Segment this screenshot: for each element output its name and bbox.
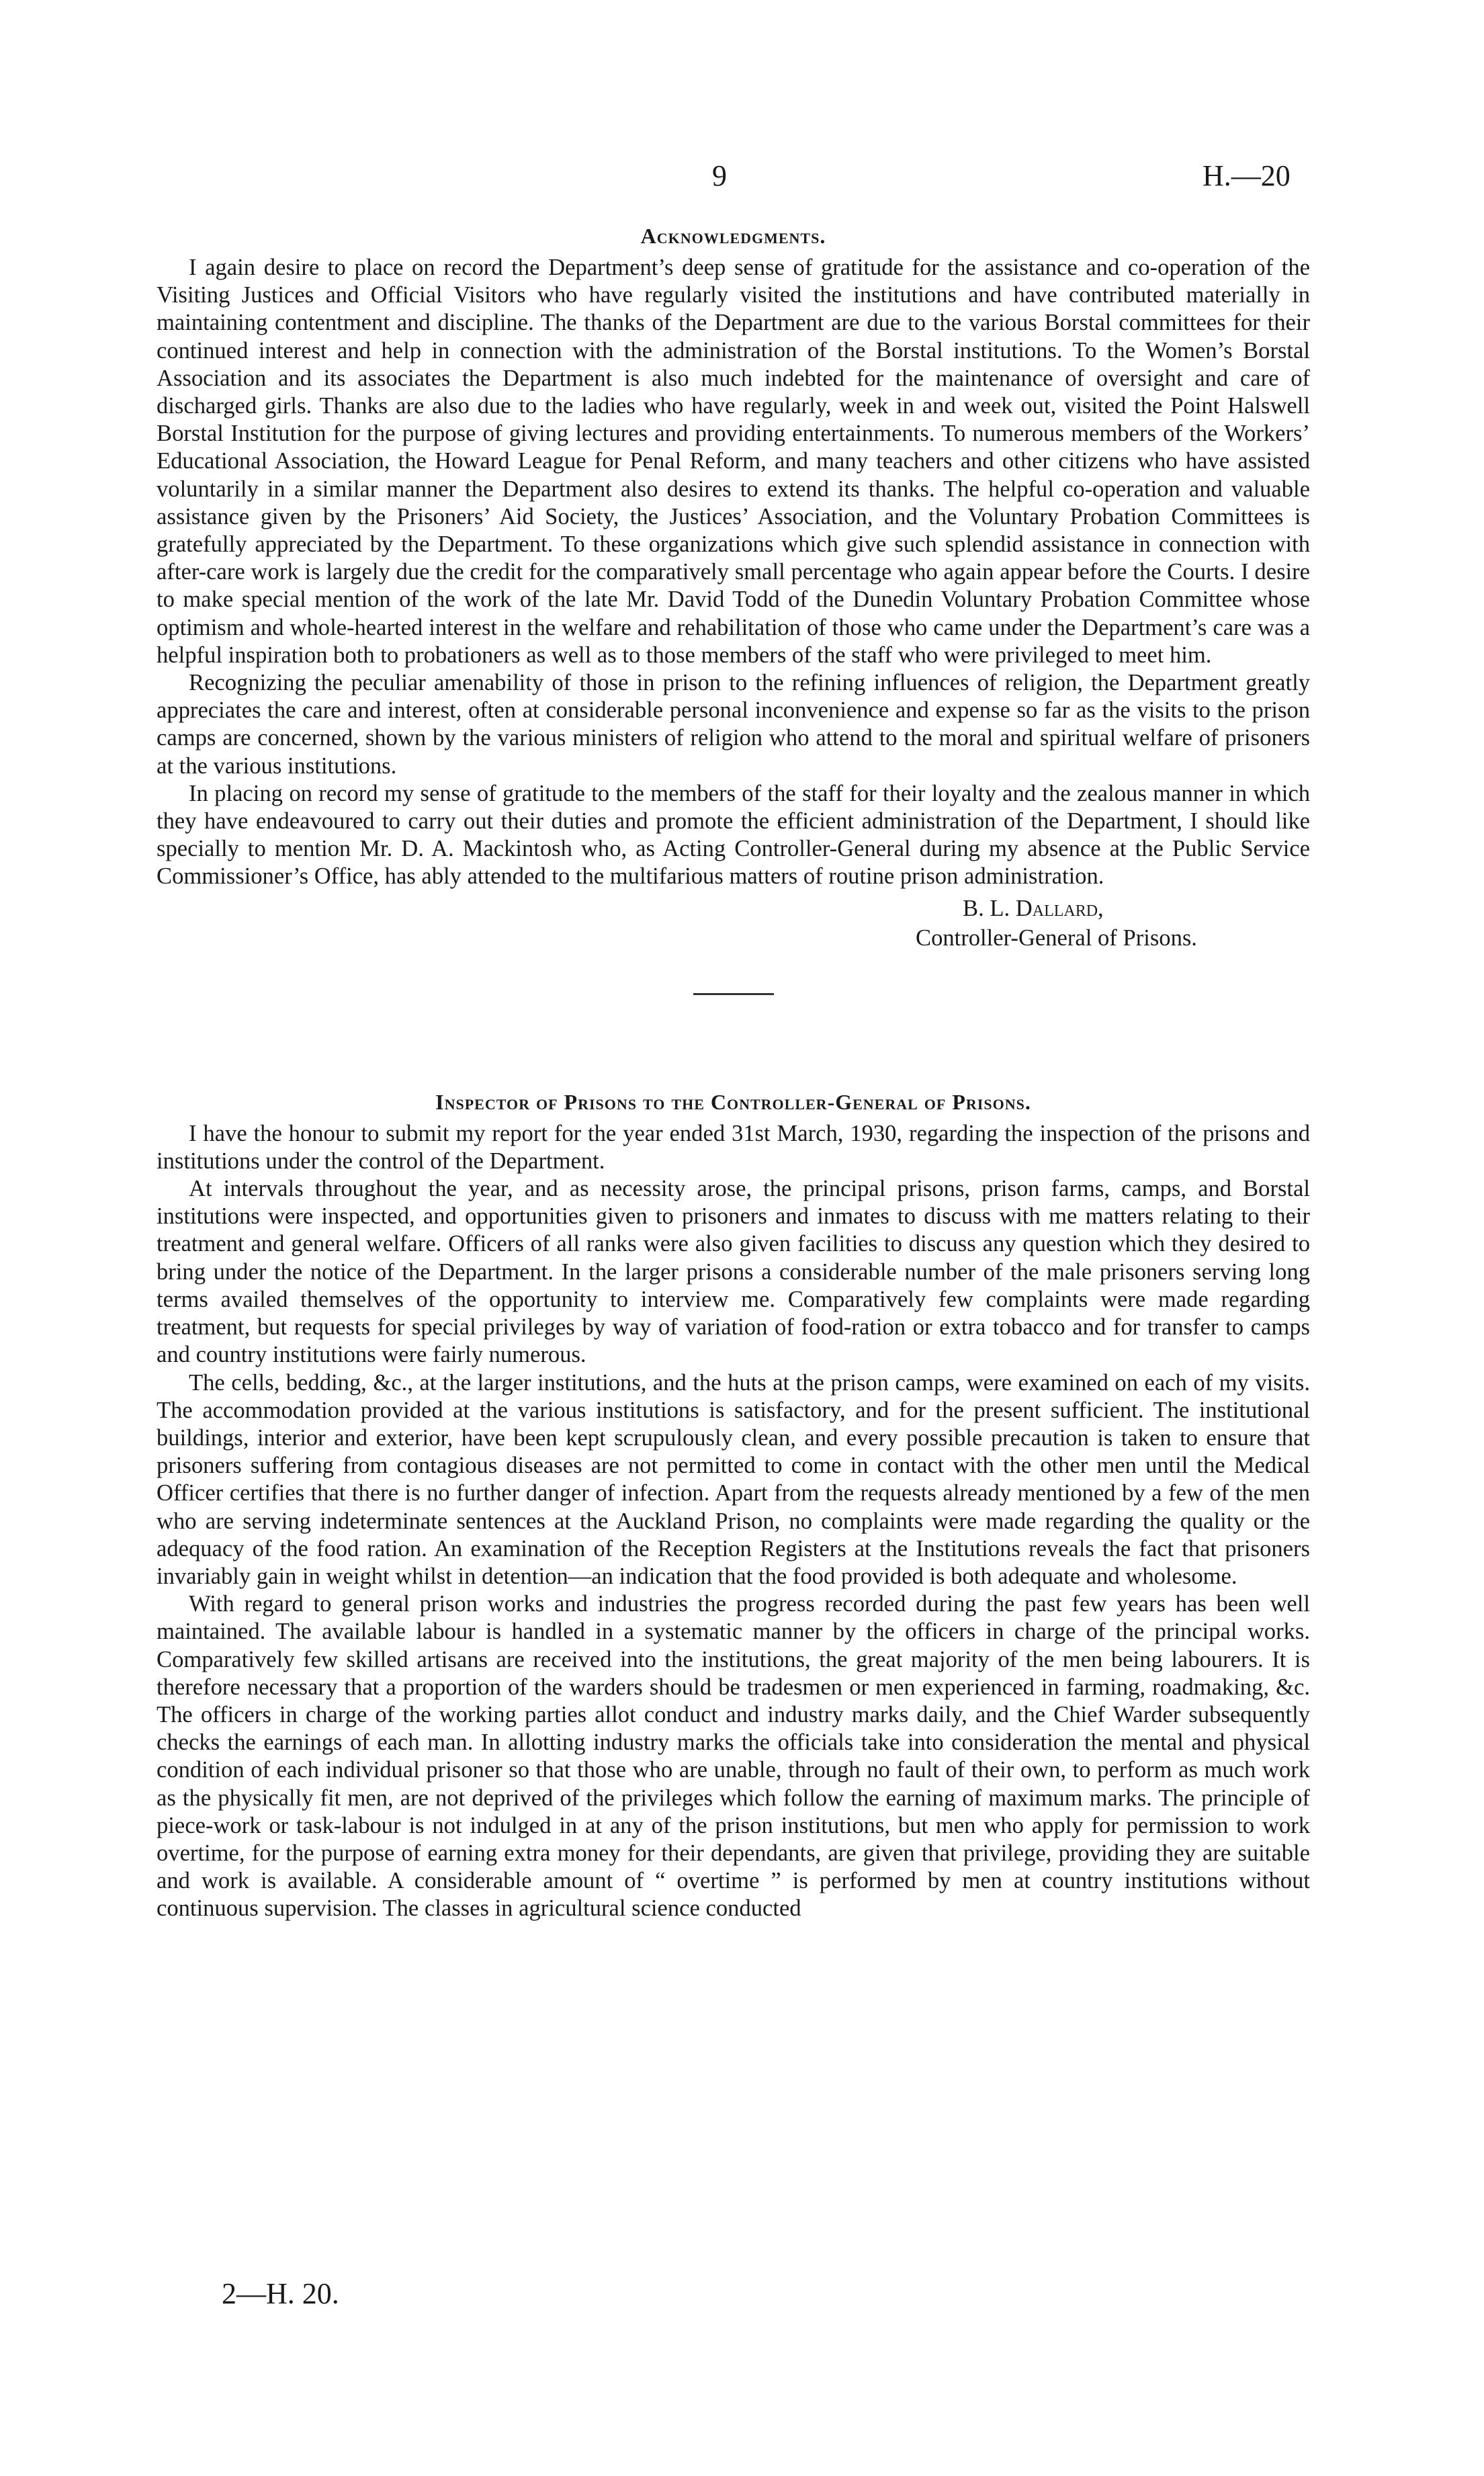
- signature-block: [916, 894, 1310, 953]
- inspector-report-section: [157, 1088, 1310, 1923]
- acknowledgments-paragraph: Recognizing the peculiar amenability of those in prison to the refining influences of religion, the Department greatly appreciates the care and interest, often at considerable personal inconvenience and expense so far as the visits to the prison camps are concerned, shown by the various ministers of religion who attend to the moral and spiritual welfare of prisoners at the various institutions.: [157, 670, 1310, 779]
- acknowledgments-section: [157, 222, 1310, 953]
- printer-signature-mark: 2—H. 20.: [222, 2277, 339, 2310]
- acknowledgments-heading: Acknowledgments.: [640, 224, 826, 248]
- report-paragraph: With regard to general prison works and industries the progress recorded during the past few years has been well maintained. The available labour is handled in a systematic manner by the officers in charge of the principal works. Comparatively few skilled artisans are received into the institutions, the great majority of the men being labourers. It is therefore necessary that a proportion of the warders should be tradesmen or men experienced in farming, roadmaking, &c. The officers in charge of the working parties allot conduct and industry marks daily, and the Chief Warder subsequently checks the earnings of each man. In allotting industry marks the officials take into consideration the mental and physical condition of each individual prisoner so that those who are unable, through no fault of their own, to perform as much work as the physically fit men, are not deprived of the privileges which follow the earning of maximum marks. The principle of piece-work or task-labour is not indulged in at any of the prison institutions, but men who apply for permission to work overtime, for the purpose of earning extra money for their dependants, are given that privilege, providing they are suitable and work is available. A considerable amount of “ overtime ” is performed by men at country institutions without continuous supervision. The classes in agricultural science conducted: [157, 1591, 1310, 1922]
- report-paragraph: I have the honour to submit my report for the year ended 31st March, 1930, regarding the inspection of the prisons and institutions under the control of the Department.: [157, 1120, 1310, 1174]
- inspector-report-heading: Inspector of Prisons to the Controller-General of Prisons.: [435, 1089, 1031, 1114]
- report-paragraph: The cells, bedding, &c., at the larger institutions, and the huts at the prison camps, were examined on each of my visits. The accommodation provided at the various institutions is satisfactory, and for the present sufficient. The institutional buildings, interior and exterior, have been kept scrupulously clean, and every possible precaution is taken to ensure that prisoners suffering from contagious diseases are not permitted to come in contact with the other men until the Medical Officer certifies that there is no further danger of infection. Apart from the requests already mentioned by a few of the men who are serving indeterminate sentences at the Auckland Prison, no complaints were made regarding the quality or the adequacy of the food ration. An examination of the Reception Registers at the Institutions reveals the fact that prisoners invariably gain in weight whilst in detention—an indication that the food provided is both adequate and wholesome.: [157, 1369, 1310, 1589]
- section-divider: [693, 993, 774, 995]
- page-body: [157, 222, 1310, 1923]
- acknowledgments-paragraph: In placing on record my sense of gratitude to the members of the staff for their loyalty and the zealous manner in which they have endeavoured to carry out their duties and promote the efficient administration of the Department, I should like specially to mention Mr. D. A. Mackintosh who, as Acting Controller-General during my absence at the Public Service Commissioner’s Office, has ably attended to the multifarious matters of routine prison administration.: [157, 780, 1310, 890]
- signature-name: B. L. Dallard,: [963, 895, 1104, 921]
- page-number: 9: [712, 159, 727, 192]
- acknowledgments-paragraph: I again desire to place on record the Department’s deep sense of gratitude for the assistance and co-operation of the Visiting Justices and Official Visitors who have regularly visited the institutions and have contributed materially in maintaining contentment and discipline. The thanks of the Department are due to the various Borstal committees for their continued interest and help in connection with the administration of the Borstal institutions. To the Women’s Borstal Association and its associates the Department is also much indebted for the maintenance of oversight and care of discharged girls. Thanks are also due to the ladies who have regularly, week in and week out, visited the Point Halswell Borstal Institution for the purpose of giving lectures and providing entertainments. To numerous members of the Workers’ Educational Association, the Howard League for Penal Reform, and many teachers and other citizens who have assisted voluntarily in a similar manner the Department also desires to extend its thanks. The helpful co-operation and valuable assistance given by the Prisoners’ Aid Society, the Justices’ Association, and the Voluntary Probation Committees is gratefully appreciated by the Department. To these organizations which give such splendid assistance in connection with after-care work is largely due the credit for the comparatively small percentage who again appear before the Courts. I desire to make special mention of the work of the late Mr. David Todd of the Dunedin Voluntary Probation Committee whose optimism and whole-hearted interest in the welfare and rehabilitation of those who came under the Department’s care was a helpful inspiration both to probationers as well as to those members of the staff who were privileged to meet him.: [157, 255, 1310, 668]
- report-paragraph: At intervals throughout the year, and as necessity arose, the principal prisons, prison farms, camps, and Borstal institutions were inspected, and opportunities given to prisoners and inmates to discuss with me matters relating to their treatment and general welfare. Officers of all ranks were also given facilities to discuss any question which they desired to bring under the notice of the Department. In the larger prisons a considerable number of the male prisoners serving long terms availed themselves of the opportunity to interview me. Comparatively few complaints were made regarding treatment, but requests for special privileges by way of variation of food-ration or extra tobacco and for transfer to camps and country institutions were fairly numerous.: [157, 1176, 1310, 1368]
- signature-title: Controller-General of Prisons.: [916, 925, 1197, 951]
- document-reference: H.—20: [1203, 159, 1291, 192]
